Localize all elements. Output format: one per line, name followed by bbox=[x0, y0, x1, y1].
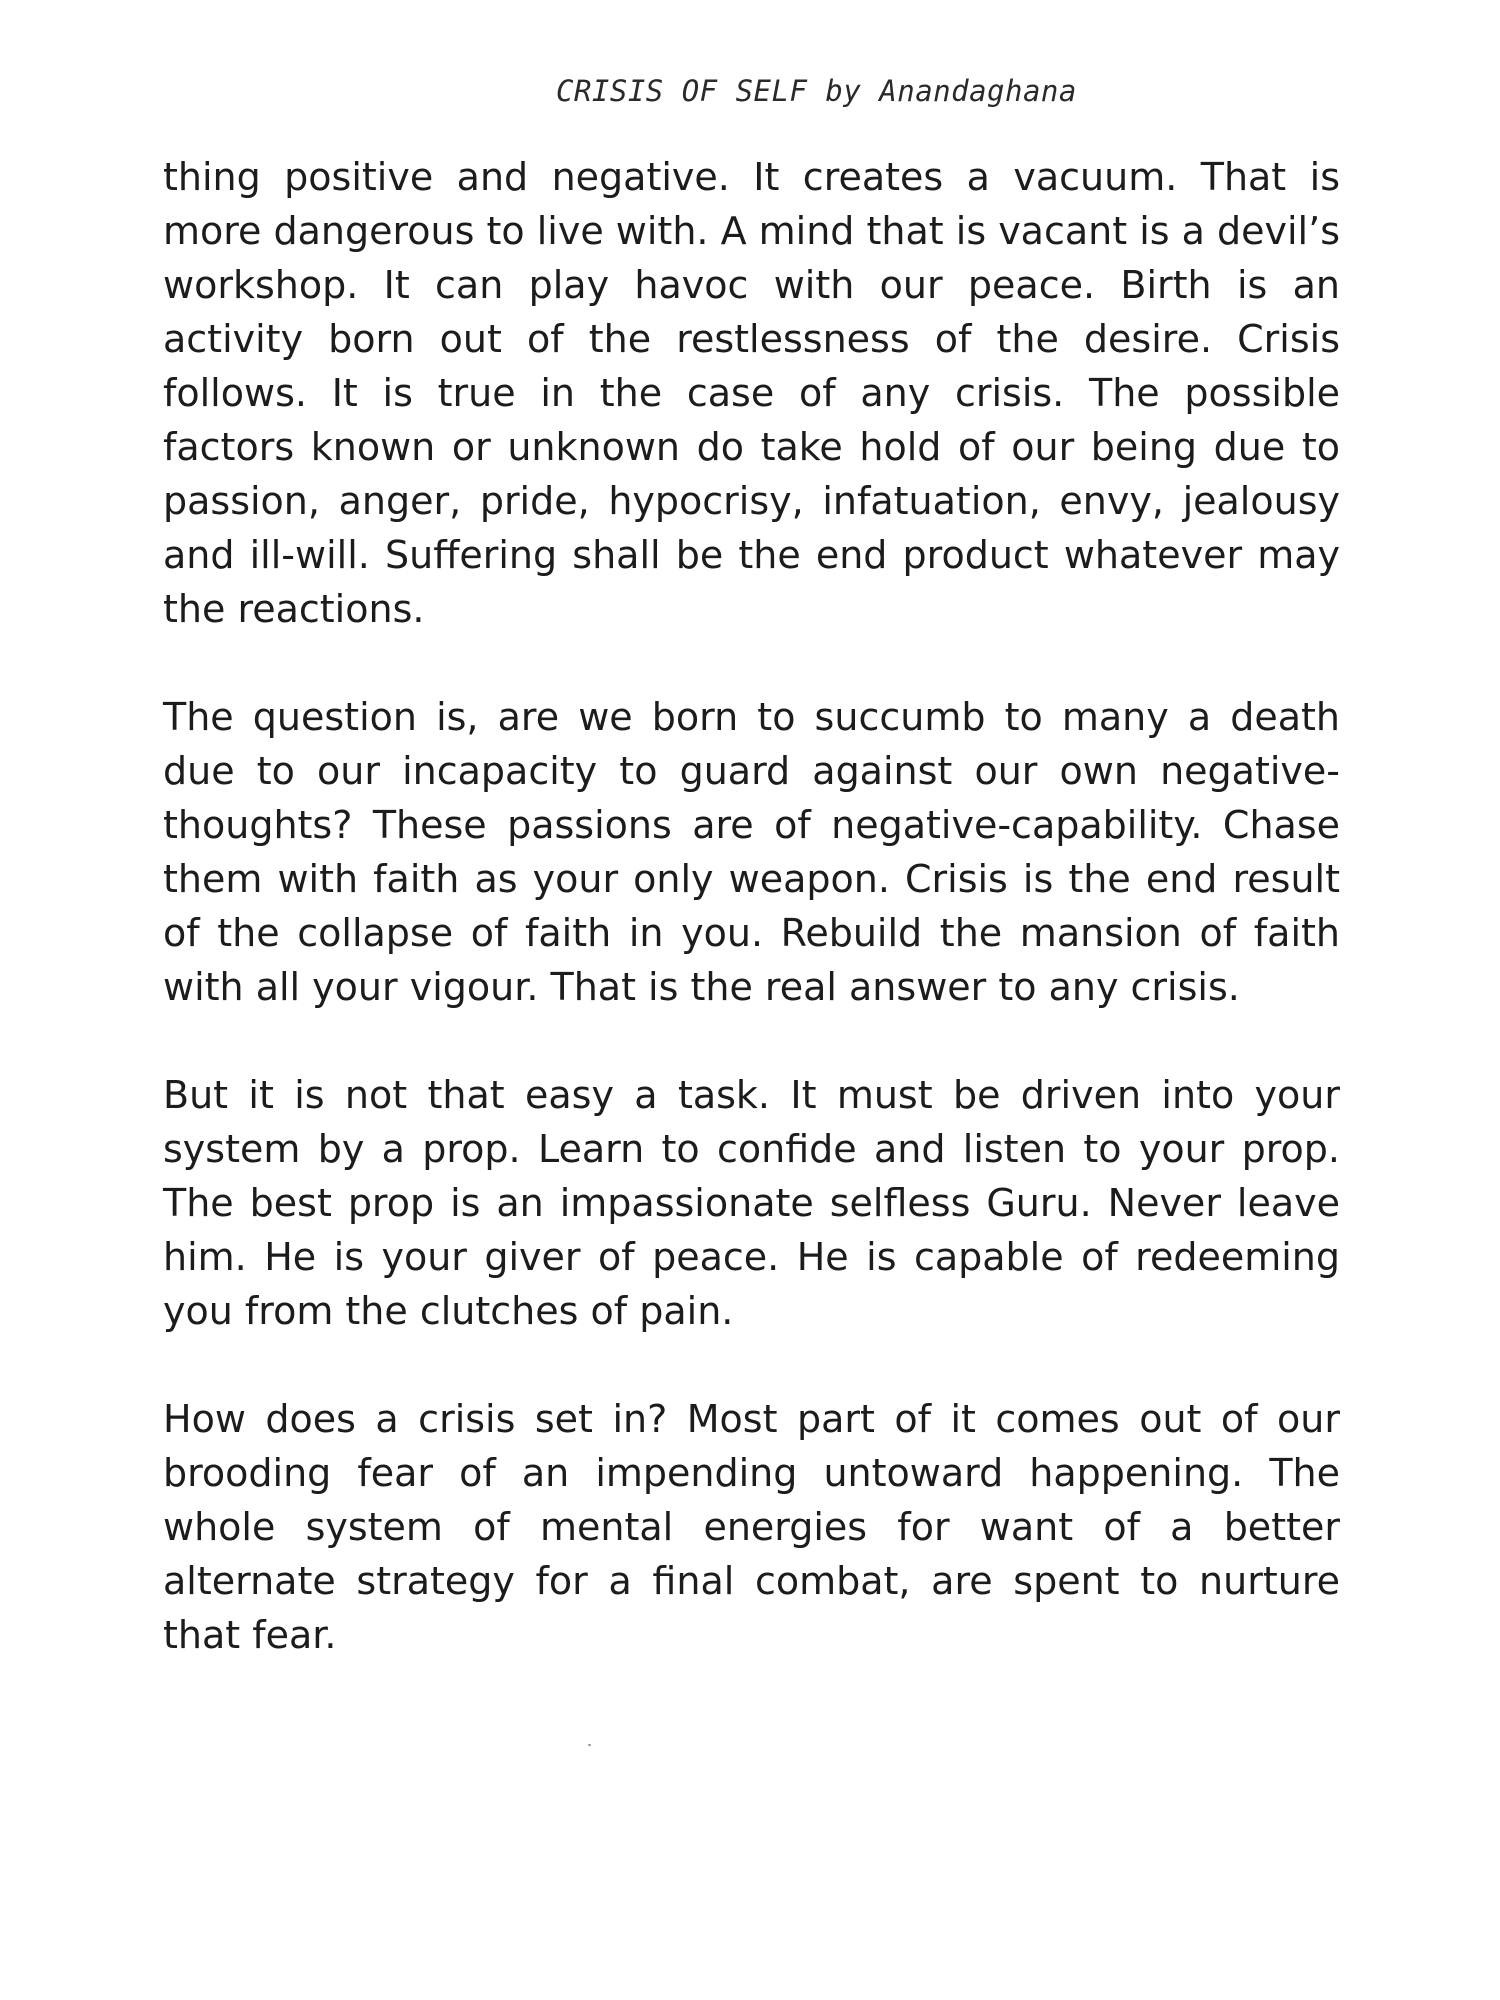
scan-speck bbox=[588, 1744, 591, 1746]
paragraph: thing positive and negative. It creates a vacuum. That is more dangerous to live with. A mind that is vacant is a devil’s workshop. It can play havoc with our peace. Birth is an activity born out of the restlessness of the desire. Crisis follows. It is true in the case of any crisis. The possible factors known or unknown do take hold of our being due to passion, anger, pride, hypocrisy, infatuation, envy, jealousy and ill-will. Suffering shall be the end product whatever may the reactions. bbox=[163, 155, 1340, 631]
running-header: CRISIS OF SELF by Anandaghana bbox=[556, 74, 1077, 108]
body-text bbox=[163, 150, 1340, 1662]
paragraph: But it is not that easy a task. It must be driven into your system by a prop. Learn to confide and listen to your prop. The best prop is an impassionate selfless Guru. Never leave him. He is your giver of peace. He is capable of redeeming you from the clutches of pain. bbox=[163, 1073, 1340, 1333]
paragraph: How does a crisis set in? Most part of it comes out of our brooding fear of an impending untoward happening. The whole system of mental energies for want of a better alternate strategy for a final combat, are spent to nurture that fear. bbox=[163, 1397, 1340, 1657]
paragraph: The question is, are we born to succumb to many a death due to our incapacity to guard against our own negative-thoughts? These passions are of negative-capability. Chase them with faith as your only weapon. Crisis is the end result of the collapse of faith in you. Rebuild the mansion of faith with all your vigour. That is the real answer to any crisis. bbox=[163, 695, 1340, 1009]
